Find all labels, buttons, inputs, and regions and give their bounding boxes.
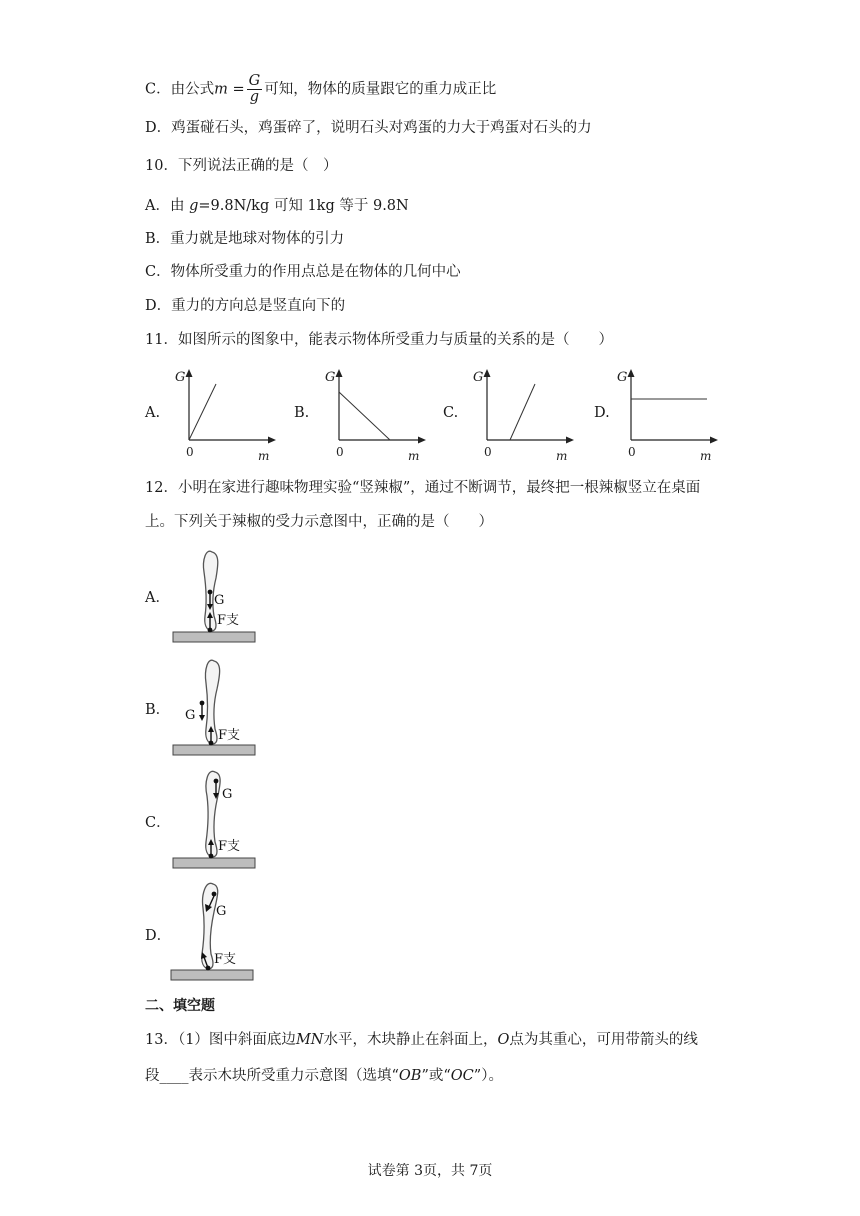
q13-line1: 13．（1）图中斜面底边MN水平，木块静止在斜面上，O点为其重心，可用带箭头的线 — [145, 1032, 698, 1048]
q12-option-a-label: A． — [145, 590, 170, 606]
q10-option-b: B．重力就是地球对物体的引力 — [145, 231, 345, 247]
q12-option-c-label: C． — [145, 815, 171, 831]
page-footer: 试卷第 3页，共 7页 — [367, 1163, 493, 1179]
q9-option-c: C．由公式m = $\frac{G}{g}$ 可知，物体的质量跟它的重力成正比 — [145, 73, 497, 105]
graph-a-origin: 0 — [186, 445, 194, 459]
chili-d-g-label: G — [216, 904, 227, 919]
q12-option-b-label: B． — [145, 702, 171, 718]
q9-option-d: D．鸡蛋碰石头，鸡蛋碎了，说明石头对鸡蛋的力大于鸡蛋对石头的力 — [145, 120, 592, 136]
graph-b-label: B. — [294, 405, 310, 421]
chili-diagram-a — [168, 546, 263, 644]
q12-stem-line1: 12．小明在家进行趣味物理实验“竖辣椒”，通过不断调节，最终把一根辣椒竖立在桌面 — [145, 480, 701, 496]
graph-b-origin: 0 — [336, 445, 344, 459]
graph-b-axis-m: m — [408, 449, 420, 461]
q12-stem-line2: 上。下列关于辣椒的受力示意图中，正确的是（ ） — [145, 514, 493, 530]
chili-diagram-b — [168, 657, 263, 757]
graph-b-axis-g: G — [325, 370, 336, 385]
graph-a-axis-g: G — [175, 370, 186, 385]
graph-c — [468, 366, 578, 461]
graph-a — [170, 366, 280, 461]
section-heading: 二、填空题 — [145, 998, 215, 1014]
graph-c-label: C. — [443, 405, 459, 421]
q10-option-d: D．重力的方向总是竖直向下的 — [145, 298, 346, 314]
graph-a-axis-m: m — [258, 449, 270, 461]
graph-d-label: D. — [594, 405, 610, 421]
q10-option-a: A．由 g=9.8N/kg 可知 1kg 等于 9.8N — [145, 198, 409, 214]
q10-stem: 10．下列说法正确的是（ ） — [145, 158, 338, 174]
graph-c-origin: 0 — [484, 445, 492, 459]
graph-b — [320, 366, 430, 461]
graph-d — [612, 366, 724, 461]
chili-a-g-label: G — [214, 593, 225, 608]
graph-d-origin: 0 — [628, 445, 636, 459]
graph-a-label: A. — [145, 405, 161, 421]
graph-c-axis-m: m — [556, 449, 568, 461]
chili-diagram-d — [166, 880, 261, 982]
chili-b-f-label: F支 — [218, 728, 241, 743]
q12-option-d-label: D． — [145, 928, 172, 944]
chili-b-g-label: G — [185, 708, 196, 723]
q10-option-c: C．物体所受重力的作用点总是在物体的几何中心 — [145, 264, 461, 280]
chili-c-g-label: G — [222, 787, 233, 802]
chili-c-f-label: F支 — [218, 839, 241, 854]
q13-line2: 段____表示木块所受重力示意图（选填“OB”或“OC”）。 — [145, 1068, 503, 1084]
chili-diagram-c — [168, 768, 263, 870]
chili-d-f-label: F支 — [214, 952, 237, 967]
chili-a-f-label: F支 — [217, 613, 240, 628]
q11-stem: 11．如图所示的图象中，能表示物体所受重力与质量的关系的是（ ） — [145, 332, 613, 348]
formula-fraction: $\frac{G}{g}$ — [248, 73, 261, 105]
graph-c-axis-g: G — [473, 370, 484, 385]
graph-d-axis-m: m — [700, 449, 712, 461]
graph-d-axis-g: G — [617, 370, 628, 385]
